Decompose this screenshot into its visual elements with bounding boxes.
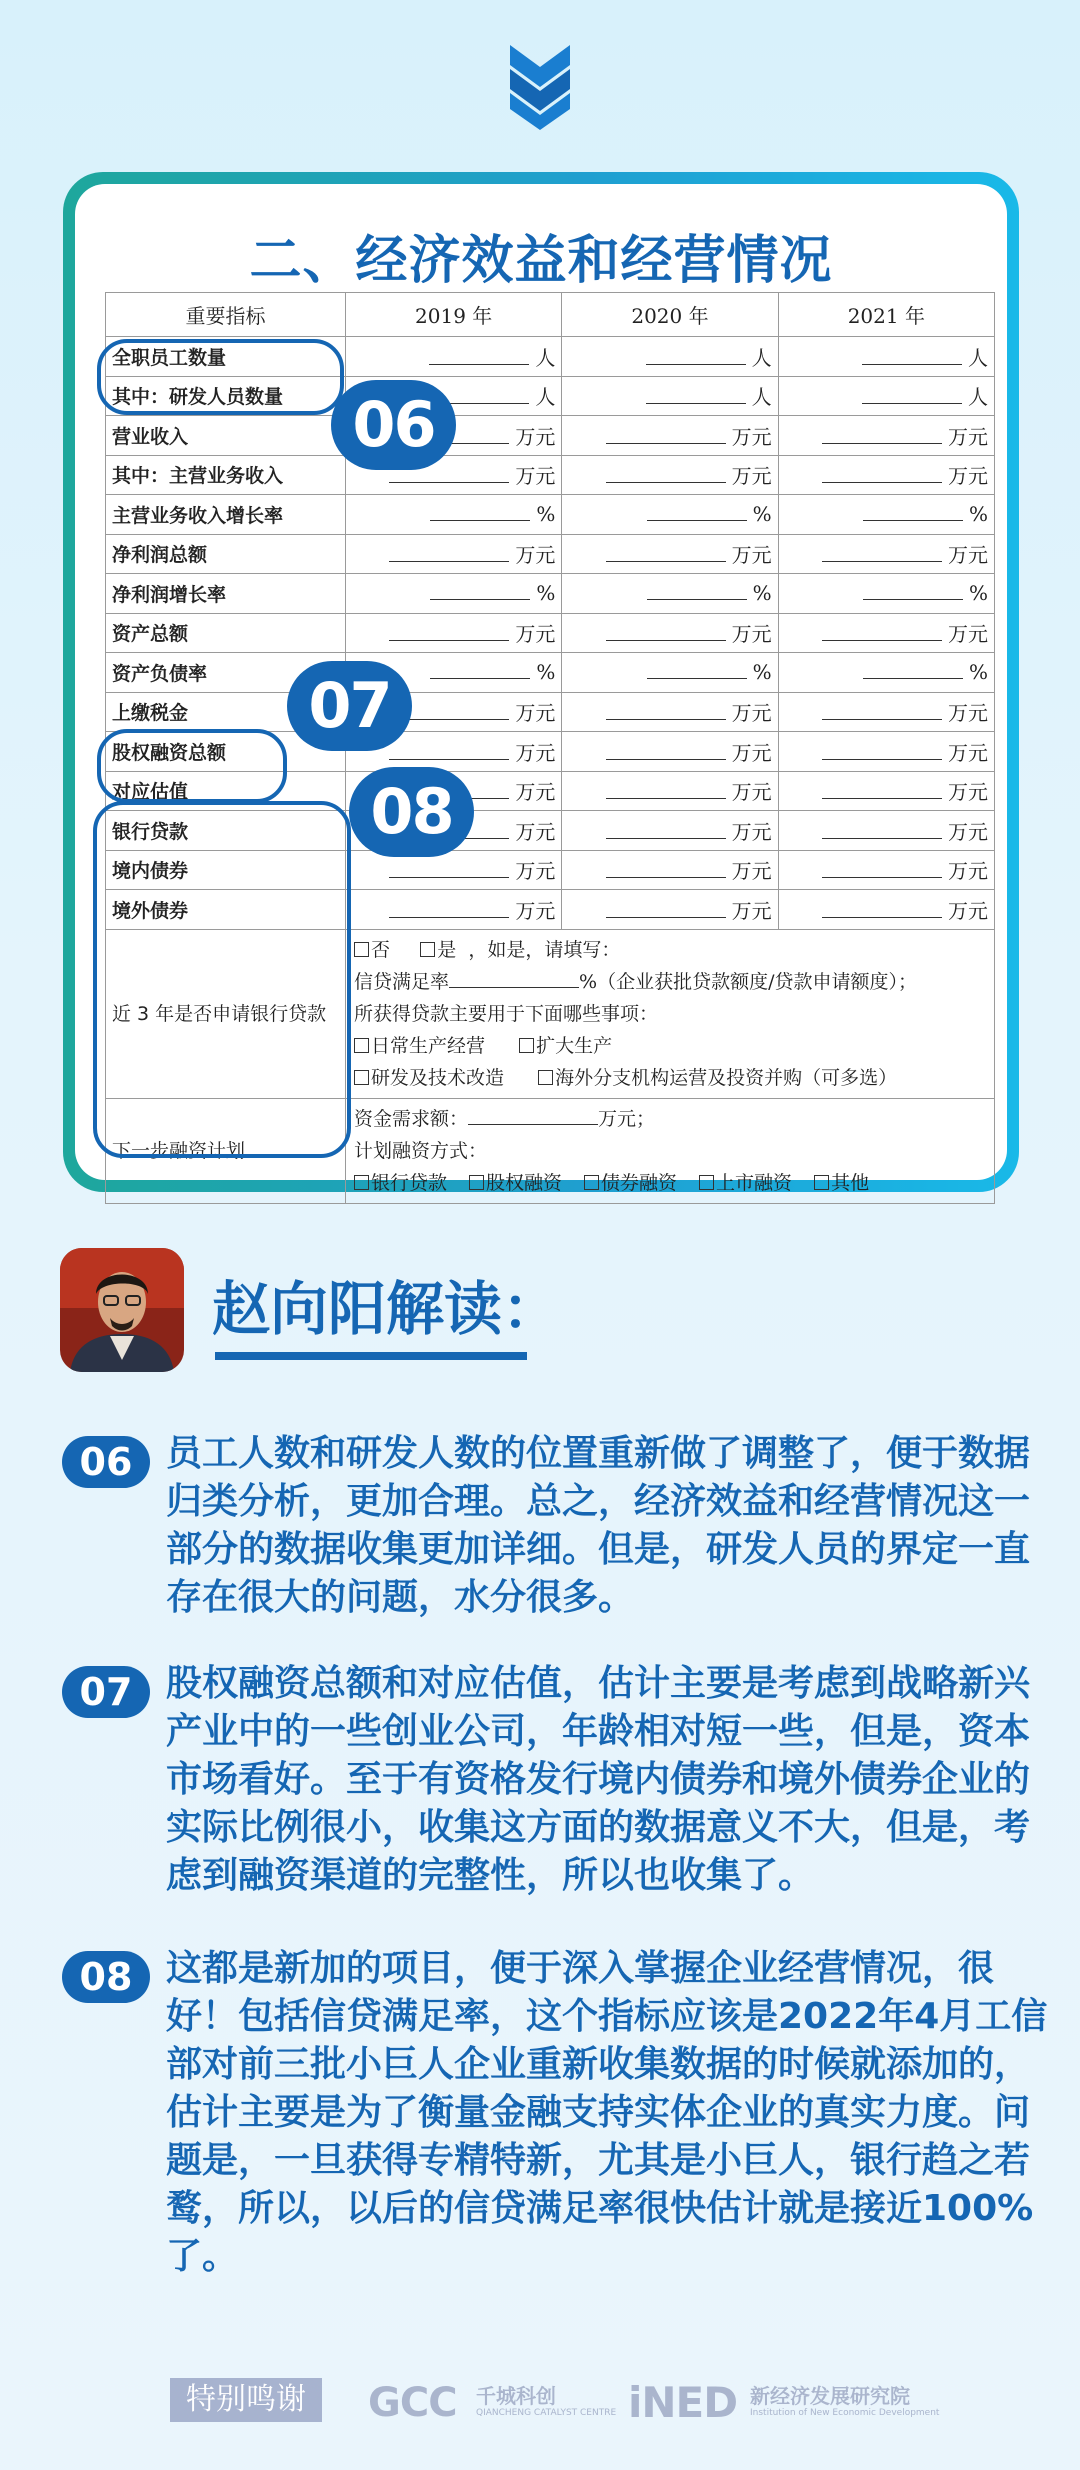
row-label: 其中：研发人员数量 <box>106 376 346 416</box>
avatar <box>60 1248 184 1372</box>
unit-label: 万元 <box>948 740 988 765</box>
value-input[interactable] <box>647 661 747 679</box>
value-input[interactable] <box>389 860 509 878</box>
author-underline <box>215 1352 527 1360</box>
value-cell <box>562 416 778 456</box>
unit-label: 万元 <box>515 740 556 765</box>
value-cell <box>562 376 778 416</box>
value-input[interactable] <box>862 386 962 404</box>
value-input[interactable] <box>606 781 726 799</box>
value-input[interactable] <box>389 544 509 562</box>
demand-input[interactable] <box>468 1107 598 1125</box>
item-number: 07 <box>62 1666 150 1718</box>
value-input[interactable] <box>822 900 942 918</box>
gcc-cn-name: 千城科创 <box>476 2384 556 2408</box>
row-label: 全职员工数量 <box>106 337 346 377</box>
unit-label: 万元 <box>515 424 556 449</box>
method-label: 计划融资方式： <box>354 1139 488 1162</box>
rate-note: %（企业获批贷款额度/贷款申请额度）； <box>579 970 917 993</box>
gcc-logo-text: GCC <box>368 2380 457 2426</box>
value-input[interactable] <box>606 426 726 444</box>
value-input[interactable] <box>822 821 942 839</box>
header-year-2021: 2021 年 <box>778 293 994 337</box>
form-card <box>63 172 1019 1192</box>
value-input[interactable] <box>389 742 509 760</box>
checkbox-yes[interactable] <box>420 942 435 957</box>
value-input[interactable] <box>606 900 726 918</box>
value-input[interactable] <box>606 702 726 720</box>
value-cell <box>562 495 778 535</box>
unit-label: 万元 <box>731 859 772 884</box>
table-row <box>106 495 995 535</box>
unit-label: 人 <box>751 345 772 370</box>
unit-label: 万元 <box>731 780 772 805</box>
row-label: 其中：主营业务收入 <box>106 455 346 495</box>
value-cell <box>778 495 994 535</box>
commentary-author: 赵向阳解读： <box>212 1275 561 1343</box>
value-cell <box>562 771 778 811</box>
badge-07: 07 <box>287 661 412 751</box>
item-text: 这都是新加的项目，便于深入掌握企业经营情况，很好！包括信贷满足率，这个指标应该是2022年4月工信部对前三批小巨人企业重新收集数据的时候就添加的，估计主要是为了衡量金融支持实体企业的真实力度。问题是，一旦获得专精特新，尤其是小巨人，银行趋之若鹜，所以，以后的信贷满足率很快估计就是接近100%了。 <box>166 1948 1048 2277</box>
gcc-en-name: QIANCHENG CATALYST CENTRE <box>476 2408 617 2418</box>
usage-label: 所获得贷款主要用于下面哪些事项： <box>354 1002 659 1025</box>
row-label: 股权融资总额 <box>106 732 346 772</box>
value-input[interactable] <box>430 582 530 600</box>
value-cell <box>346 574 562 614</box>
value-cell <box>562 613 778 653</box>
value-input[interactable] <box>822 623 942 641</box>
unit-label: 万元 <box>948 701 988 726</box>
value-cell <box>562 653 778 693</box>
item-text: 员工人数和研发人数的位置重新做了调整了，便于数据归类分析，更加合理。总之，经济效益和经营情况这一部分的数据收集更加详细。但是，研发人员的界定一直存在很大的问题，水分很多。 <box>166 1433 1031 1618</box>
method-option: 银行贷款 <box>371 1171 448 1194</box>
usage-option: 日常生产经营 <box>371 1034 486 1057</box>
unit-label: 人 <box>751 385 772 410</box>
unit-label: % <box>968 581 988 606</box>
opt-no-label: 否 <box>371 938 391 961</box>
table-row <box>106 692 995 732</box>
value-cell <box>346 337 562 377</box>
unit-label: 万元 <box>731 898 772 923</box>
unit-label: 万元 <box>515 859 556 884</box>
unit-label: 万元 <box>948 424 988 449</box>
row-label: 资产总额 <box>106 613 346 653</box>
ined-en-name: Institution of New Economic Development <box>750 2408 940 2418</box>
value-cell <box>778 613 994 653</box>
value-cell <box>562 732 778 772</box>
value-cell <box>346 850 562 890</box>
ined-cn-name: 新经济发展研究院 <box>750 2384 910 2408</box>
unit-label: 万元 <box>731 424 772 449</box>
method-option: 债券融资 <box>601 1171 678 1194</box>
usage-option: 研发及技术改造 <box>371 1066 505 1089</box>
unit-label: 万元 <box>515 898 556 923</box>
value-cell <box>562 455 778 495</box>
demand-label: 资金需求额： <box>354 1107 469 1130</box>
value-cell <box>562 574 778 614</box>
value-input[interactable] <box>606 544 726 562</box>
unit-label: % <box>536 502 556 527</box>
usage-option: 扩大生产 <box>536 1034 613 1057</box>
header-indicator: 重要指标 <box>106 293 346 337</box>
value-cell <box>778 771 994 811</box>
checkbox-usage-2[interactable] <box>519 1038 534 1053</box>
rate-label: 信贷满足率 <box>354 970 450 993</box>
checkbox-usage-4[interactable] <box>538 1070 553 1085</box>
usage-option: 海外分支机构运营及投资并购（可多选） <box>555 1066 898 1089</box>
row-label: 银行贷款 <box>106 811 346 851</box>
table-header-row <box>106 293 995 337</box>
unit-label: 万元 <box>948 898 988 923</box>
value-input[interactable] <box>822 781 942 799</box>
item-text: 股权融资总额和对应估值，估计主要是考虑到战略新兴产业中的一些创业公司，年龄相对短一些，但是，资本市场看好。至于有资格发行境内债券和境外债券企业的实际比例很小，收集这方面的数据意义不大，但是，考虑到融资渠道的完整性，所以也收集了。 <box>166 1663 1031 1896</box>
value-input[interactable] <box>863 503 963 521</box>
unit-label: 万元 <box>948 780 988 805</box>
checkbox-no[interactable] <box>354 942 369 957</box>
unit-label: 万元 <box>515 701 556 726</box>
item-number: 06 <box>62 1436 150 1488</box>
unit-label: % <box>968 502 988 527</box>
unit-label: 万元 <box>948 622 988 647</box>
value-cell <box>346 495 562 535</box>
unit-label: 万元 <box>948 819 988 844</box>
value-input[interactable] <box>646 347 746 365</box>
value-cell <box>778 653 994 693</box>
unit-label: 万元 <box>731 701 772 726</box>
row-label: 净利润增长率 <box>106 574 346 614</box>
table-row <box>106 534 995 574</box>
method-option: 股权融资 <box>486 1171 563 1194</box>
chevron-down-icon <box>510 45 570 130</box>
unit-label: % <box>536 660 556 685</box>
value-cell <box>778 337 994 377</box>
value-cell <box>778 850 994 890</box>
unit-label: % <box>752 581 772 606</box>
value-cell <box>778 455 994 495</box>
value-input[interactable] <box>430 661 530 679</box>
unit-label: % <box>968 660 988 685</box>
unit-label: 万元 <box>731 543 772 568</box>
checkbox-method[interactable] <box>699 1175 714 1190</box>
value-cell <box>778 732 994 772</box>
unit-label: 万元 <box>515 780 556 805</box>
table-row <box>106 613 995 653</box>
value-cell <box>778 376 994 416</box>
value-input[interactable] <box>862 347 962 365</box>
unit-label: 人 <box>968 345 988 370</box>
row-label: 净利润总额 <box>106 534 346 574</box>
unit-label: 万元 <box>515 464 556 489</box>
value-input[interactable] <box>863 661 963 679</box>
value-input[interactable] <box>606 742 726 760</box>
value-cell <box>562 534 778 574</box>
value-input[interactable] <box>822 860 942 878</box>
table-row <box>106 416 995 456</box>
unit-label: 万元 <box>515 543 556 568</box>
checkbox-method[interactable] <box>814 1175 829 1190</box>
value-cell <box>562 811 778 851</box>
table-row <box>106 455 995 495</box>
checkbox-usage-3[interactable] <box>354 1070 369 1085</box>
unit-label: 万元 <box>515 622 556 647</box>
value-input[interactable] <box>646 386 746 404</box>
value-cell <box>778 692 994 732</box>
header-year-2020: 2020 年 <box>562 293 778 337</box>
unit-label: 万元 <box>948 464 988 489</box>
value-cell <box>562 890 778 930</box>
value-cell <box>778 534 994 574</box>
value-cell <box>562 692 778 732</box>
checkbox-method[interactable] <box>469 1175 484 1190</box>
unit-label: % <box>752 502 772 527</box>
loan-question-detail <box>346 929 995 1098</box>
value-input[interactable] <box>606 623 726 641</box>
unit-label: 万元 <box>731 740 772 765</box>
table-row <box>106 653 995 693</box>
unit-label: 人 <box>535 385 556 410</box>
item-number: 08 <box>62 1951 150 2003</box>
value-input[interactable] <box>606 465 726 483</box>
value-cell <box>778 811 994 851</box>
special-thanks-label: 特别鸣谢 <box>170 2378 322 2422</box>
checkbox-method[interactable] <box>584 1175 599 1190</box>
unit-label: 万元 <box>515 819 556 844</box>
value-cell <box>778 890 994 930</box>
method-option: 其他 <box>831 1171 870 1194</box>
row-label: 资产负债率 <box>106 653 346 693</box>
value-input[interactable] <box>389 900 509 918</box>
method-option: 上市融资 <box>716 1171 793 1194</box>
value-input[interactable] <box>606 821 726 839</box>
unit-label: 人 <box>535 345 556 370</box>
footer <box>0 2378 1080 2428</box>
value-cell <box>346 890 562 930</box>
value-cell <box>346 534 562 574</box>
unit-label: % <box>536 581 556 606</box>
row-label: 对应估值 <box>106 771 346 811</box>
section-title: 二、经济效益和经营情况 <box>249 231 833 291</box>
table-row <box>106 574 995 614</box>
value-cell <box>562 337 778 377</box>
demand-unit: 万元； <box>598 1107 656 1130</box>
checkbox-method[interactable] <box>354 1175 369 1190</box>
row-label: 境内债券 <box>106 850 346 890</box>
ined-logo-text: iNED <box>628 2378 738 2427</box>
row-label: 营业收入 <box>106 416 346 456</box>
loan-question-label: 近 3 年是否申请银行贷款 <box>106 929 346 1098</box>
value-cell <box>346 613 562 653</box>
value-input[interactable] <box>822 426 942 444</box>
method-options <box>354 1167 986 1199</box>
value-input[interactable] <box>822 742 942 760</box>
financing-plan-label: 下一步融资计划 <box>106 1098 346 1203</box>
rate-input[interactable] <box>449 970 579 988</box>
value-input[interactable] <box>430 503 530 521</box>
value-input[interactable] <box>822 465 942 483</box>
opt-yes-label: 是 <box>437 938 457 961</box>
row-label: 上缴税金 <box>106 692 346 732</box>
value-cell <box>778 574 994 614</box>
if-yes-text: ，如是，请填写： <box>468 938 621 961</box>
header-year-2019: 2019 年 <box>346 293 562 337</box>
value-input[interactable] <box>647 503 747 521</box>
highlight-outline-08 <box>93 801 351 1158</box>
unit-label: 人 <box>968 385 988 410</box>
value-cell <box>778 416 994 456</box>
unit-label: 万元 <box>948 859 988 884</box>
value-input[interactable] <box>606 860 726 878</box>
badge-06: 06 <box>331 380 456 470</box>
value-cell <box>562 850 778 890</box>
unit-label: 万元 <box>731 622 772 647</box>
unit-label: 万元 <box>731 819 772 844</box>
highlight-outline-06 <box>97 339 344 415</box>
unit-label: % <box>752 660 772 685</box>
highlight-outline-07 <box>97 729 287 803</box>
row-label: 主营业务收入增长率 <box>106 495 346 535</box>
value-input[interactable] <box>822 544 942 562</box>
badge-08: 08 <box>349 767 474 857</box>
financing-plan-detail <box>346 1098 995 1203</box>
checkbox-usage-1[interactable] <box>354 1038 369 1053</box>
unit-label: 万元 <box>731 464 772 489</box>
value-input[interactable] <box>863 582 963 600</box>
value-input[interactable] <box>822 702 942 720</box>
row-label: 境外债券 <box>106 890 346 930</box>
value-input[interactable] <box>389 623 509 641</box>
value-input[interactable] <box>647 582 747 600</box>
unit-label: 万元 <box>948 543 988 568</box>
value-input[interactable] <box>429 347 529 365</box>
